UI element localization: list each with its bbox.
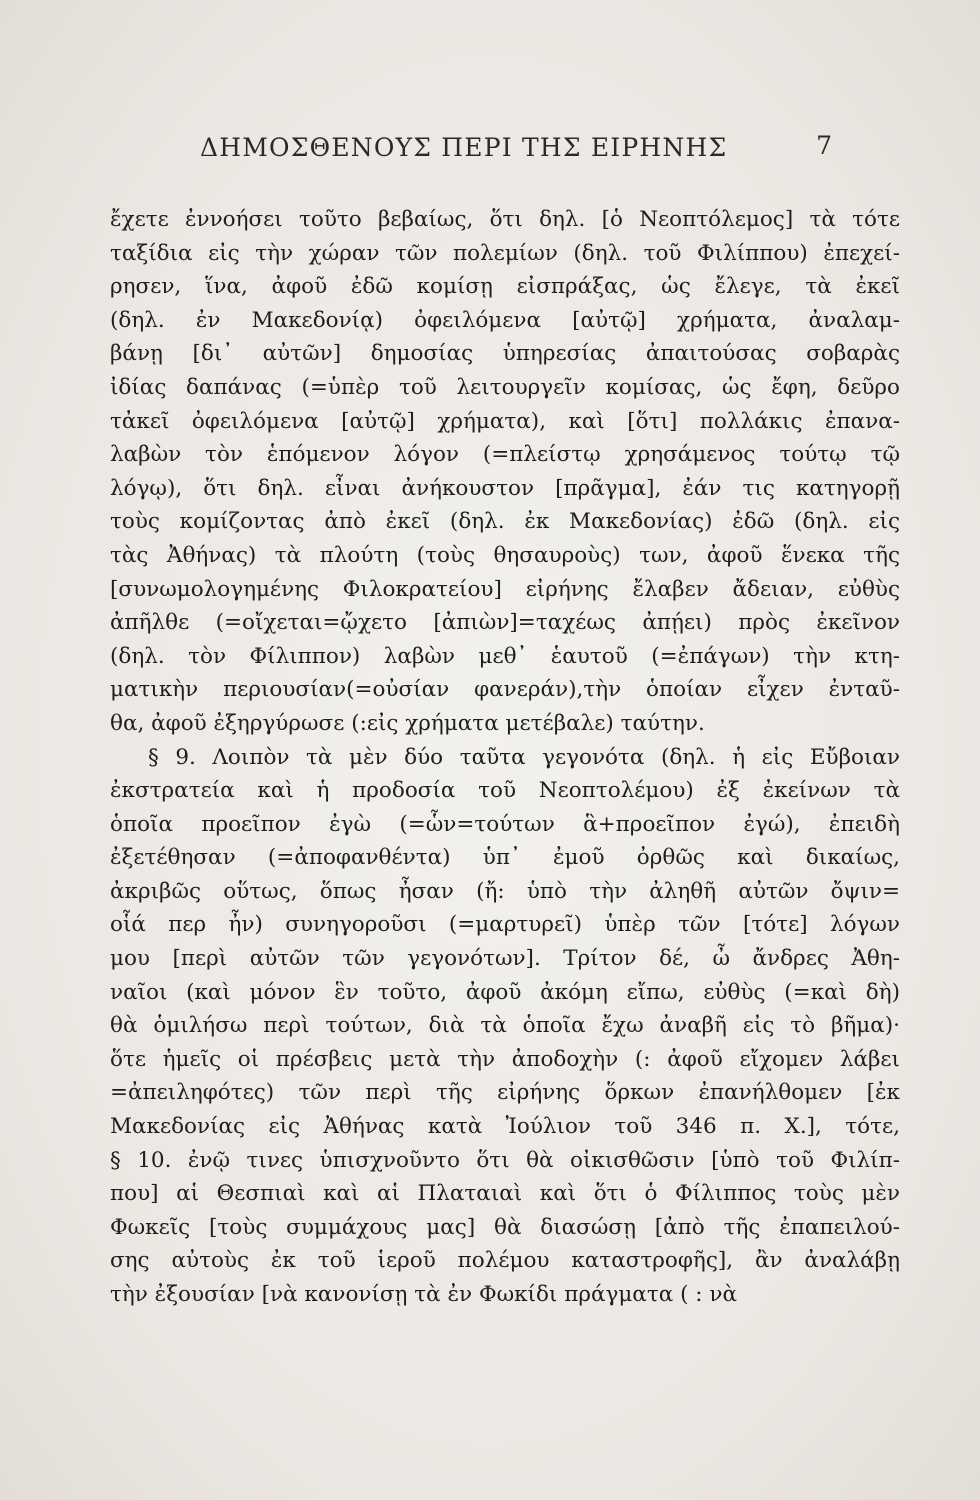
text-line: ἔχετε ἐννοήσει τοῦτο βεβαίως, ὅτι δηλ. [ὁ Νεοπτόλεμος] τὰ τότε — [110, 207, 900, 232]
page-number: 7 — [816, 131, 832, 160]
text-line: ἐκστρατεία καὶ ἡ προδοσία τοῦ Νεοπτολέμου) ἐξ ἐκείνων τὰ — [110, 778, 900, 804]
text-line: οἷά περ ἦν) συνηγοροῦσι (=μαρτυρεῖ) ὑπὲρ τῶν [τότε] λόγων — [110, 912, 900, 938]
text-line: =ἀπειληφότες) τῶν περὶ τῆς εἰρήνης ὅρκων ἐπανήλθομεν [ἐκ — [110, 1080, 900, 1106]
text-line: τοὺς κομίζοντας ἀπὸ ἐκεῖ (δηλ. ἐκ Μακεδονίας) ἐδῶ (δηλ. εἰς — [110, 509, 900, 535]
running-header — [200, 133, 840, 173]
text-line: (δηλ. τὸν Φίλιππον) λαβὼν μεθ᾽ ἑαυτοῦ (=ἐπάγων) τὴν κτη- — [110, 643, 900, 669]
text-line: ταξίδια εἰς τὴν χώραν τῶν πολεμίων (δηλ. τοῦ Φιλίππου) ἐπεχεί- — [110, 240, 900, 266]
text-line: (δηλ. ἐν Μακεδονίᾳ) ὀφειλόμενα [αὐτῷ] χρήματα, ἀναλαμ- — [110, 307, 900, 333]
text-line: μου [περὶ αὐτῶν τῶν γεγονότων]. Τρίτον δέ, ὦ ἄνδρες Ἀθη- — [110, 946, 900, 972]
text-line: βάνῃ [δι᾽ αὐτῶν] δημοσίας ὑπηρεσίας ἀπαιτούσας σοβαρὰς — [110, 341, 900, 367]
text-line: τἀκεῖ ὀφειλόμενα [αὐτῷ] χρήματα), καὶ [ὅτι] πολλάκις ἐπανα- — [110, 408, 900, 434]
text-line: τὰς Ἀθήνας) τὰ πλούτη (τοὺς θησαυροὺς) των, ἀφοῦ ἕνεκα τῆς — [110, 542, 900, 568]
text-line: ὁποῖα προεῖπον ἐγὼ (=ὧν=τούτων ἃ+προεῖπον ἐγώ), ἐπειδὴ — [110, 811, 900, 837]
text-line: ρησεν, ἵνα, ἀφοῦ ἐδῶ κομίσῃ εἰσπράξας, ὡς ἔλεγε, τὰ ἐκεῖ — [110, 274, 900, 300]
paragraph-start-line: § 9. Λοιπὸν τὰ μὲν δύο ταῦτα γεγονότα (δηλ. ἡ εἰς Εὔβοιαν — [148, 744, 900, 770]
text-line: που] αἱ Θεσπιαὶ καὶ αἱ Πλαταιαὶ καὶ ὅτι ὁ Φίλιππος τοὺς μὲν — [110, 1181, 900, 1207]
text-line: ἀπῆλθε (=οἴχεται=ᾤχετο [ἀπιὼν]=ταχέως ἀπῄει) πρὸς ἐκεῖνον — [110, 610, 900, 636]
text-line: ὅτε ἡμεῖς οἱ πρέσβεις μετὰ τὴν ἀποδοχὴν (: ἀφοῦ εἴχομεν λάβει — [110, 1046, 900, 1072]
text-line: Φωκεῖς [τοὺς συμμάχους μας] θὰ διασώσῃ [ἀπὸ τῆς ἐπαπειλού- — [110, 1214, 900, 1240]
text-line: [συνωμολογημένης Φιλοκρατείου] εἰρήνης ἔλαβεν ἄδειαν, εὐθὺς — [110, 576, 900, 602]
text-line: ματικὴν περιουσίαν(=οὐσίαν φανεράν),τὴν ὁποίαν εἶχεν ἐνταῦ- — [110, 677, 900, 703]
paragraph-start-line: § 10. ἐνῷ τινες ὑπισχνοῦντο ὅτι θὰ οἰκισθῶσιν [ὑπὸ τοῦ Φιλίπ- — [110, 1147, 900, 1173]
text-line: ναῖοι (καὶ μόνον ἓν τοῦτο, ἀφοῦ ἀκόμη εἴπω, εὐθὺς (=καὶ δὴ) — [110, 979, 900, 1005]
text-line: λαβὼν τὸν ἑπόμενον λόγον (=πλείστῳ χρησάμενος τούτῳ τῷ — [110, 442, 900, 468]
text-line: Μακεδονίας εἰς Ἀθήνας κατὰ Ἰούλιον τοῦ 346 π. Χ.], τότε, — [110, 1114, 900, 1140]
text-line: σης αὐτοὺς ἐκ τοῦ ἱεροῦ πολέμου καταστροφῆς], ἂν ἀναλάβῃ — [110, 1248, 900, 1274]
text-line: θα, ἀφοῦ ἐξηργύρωσε (:εἰς χρήματα μετέβαλε) ταύτην. — [110, 710, 705, 736]
running-title: ΔΗΜΟΣΘΕΝΟΥΣ ΠΕΡΙ ΤΗΣ ΕΙΡΗΝΗΣ — [200, 133, 728, 162]
text-line: τὴν ἐξουσίαν [νὰ κανονίσῃ τὰ ἐν Φωκίδι πράγματα ( : νὰ — [110, 1282, 737, 1307]
text-line: ἀκριβῶς οὕτως, ὅπως ἦσαν (ἤ: ὑπὸ τὴν ἀληθῆ αὐτῶν ὄψιν= — [110, 878, 900, 904]
text-line: ἐξετέθησαν (=ἀποφανθέντα) ὑπ᾽ ἐμοῦ ὀρθῶς καὶ δικαίως, — [110, 845, 900, 871]
text-line: θὰ ὁμιλήσω περὶ τούτων, διὰ τὰ ὁποῖα ἔχω ἀναβῆ εἰς τὸ βῆμα)· — [110, 1013, 900, 1039]
body-text — [110, 203, 900, 1312]
text-line: ἰδίας δαπάνας (=ὑπὲρ τοῦ λειτουργεῖν κομίσας, ὡς ἔφη, δεῦρο — [110, 374, 900, 400]
text-line: λόγῳ), ὅτι δηλ. εἶναι ἀνήκουστον [πρᾶγμα], ἐάν τις κατηγορῇ — [110, 475, 900, 501]
